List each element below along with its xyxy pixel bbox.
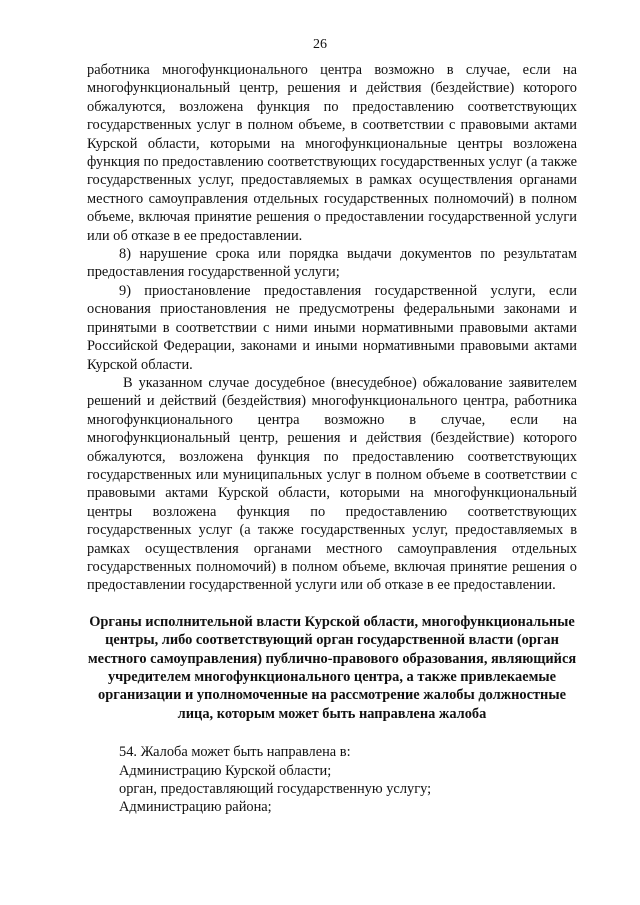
list-item: Администрацию района; <box>119 799 272 816</box>
complaint-recipients-list <box>87 743 577 817</box>
list-item: орган, предоставляющий государственную услугу; <box>119 781 432 798</box>
paragraph-continuation: работника многофункционального центра возможно в случае, если на многофункциональный центр, решения и действия (бездействие) которого обжалуются, возложена функция по предоставлению соответствующих государственных услуг в полном объеме, в соответствии с правовыми актами Курской области, которыми на многофункциональные центры возложена функция по предоставлению соответствующих государственных услуг (а также государственных услуг, предоставляемых в рамках осуществления органами местного самоуправления отдельных государственных полномочий) в полном объеме, включая принятие решения о предоставлении государственной услуги или об отказе в ее предоставлении. <box>87 62 577 244</box>
paragraph-appeal-mfc: В указанном случае досудебное (внесудебное) обжалование заявителем решений и действий (бездействия) многофункционального центра, работника многофункционального центра возможно в случае, если на многофункциональный центр, решения и действия (бездействие) которого обжалуются, возложена функция по предоставлению соответствующих государственных или муниципальных услуг в полном объеме в соответствии с правовыми актами Курской области, которыми на многофункциональный центры возложена функция по предоставлению соответствующих государственных услуг (а также государственных услуг, предоставляемых в рамках осуществления органами местного самоуправления отдельных государственных полномочий) в полном объеме, включая принятие решения о предоставлении государственной услуги или об отказе в ее предоставлении. <box>87 374 577 594</box>
page-number: 26 <box>313 37 327 52</box>
paragraph-item-9: 9) приостановление предоставления государственной услуги, если основания приостановления не предусмотрены федеральными законами и принятыми в соответствии с ними иными нормативными правовыми актами Российской Федерации, законами и иными нормативными правовыми актами Курской области. <box>87 282 577 373</box>
section-heading: Органы исполнительной власти Курской области, многофункциональные центры, либо соответствующий орган государственной власти (орган местного самоуправления) публично-правового образования, являющийся учредителем многофункционального центра, а также привлекаемые организации и уполномоченные на рассмотрение жалобы должностные лица, которым может быть направлена жалоба <box>87 613 577 722</box>
list-intro: 54. Жалоба может быть направлена в: <box>119 744 351 761</box>
document-body <box>87 61 577 817</box>
list-item: Администрацию Курской области; <box>119 762 332 779</box>
paragraph-item-8: 8) нарушение срока или порядка выдачи документов по результатам предоставления государственной услуги; <box>87 246 577 281</box>
